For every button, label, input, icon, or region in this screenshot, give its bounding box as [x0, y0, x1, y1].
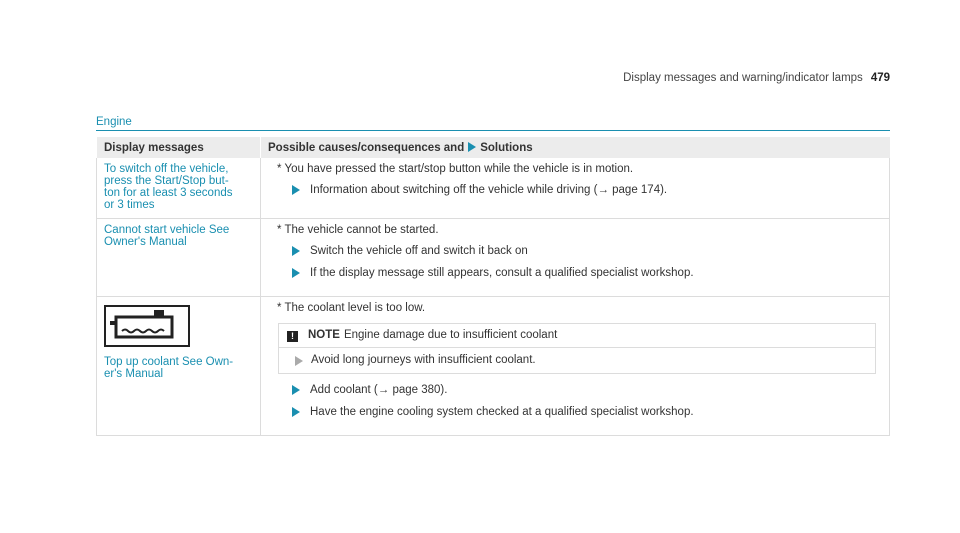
table-row [97, 158, 890, 219]
display-message-text [104, 356, 253, 380]
column-header-causes-text: Possible causes/consequences and [268, 141, 465, 154]
message-line: Top up coolant See Own- [104, 356, 234, 368]
running-header [623, 72, 890, 84]
note-title: NOTE [308, 329, 340, 341]
solution-cell [261, 158, 890, 219]
action-arrow-icon [292, 246, 300, 256]
note-box [278, 323, 876, 374]
action-text[interactable]: Information about switching off the vehicle while driving (→ page 174). [310, 184, 668, 196]
page-number: 479 [870, 72, 890, 84]
column-header-display-messages: Display messages [97, 137, 261, 158]
action-arrow-icon [292, 385, 300, 395]
column-header-causes-solutions [261, 137, 890, 158]
message-cell [97, 297, 261, 436]
action-text: If the display message still appears, consult a qualified specialist workshop. [310, 267, 694, 279]
column-header-solutions-text: Solutions [480, 141, 533, 154]
action-arrow-icon [292, 268, 300, 278]
coolant-level-icon [104, 305, 190, 347]
table-header-row [97, 137, 890, 158]
action-item [292, 184, 882, 197]
display-message-text [104, 224, 253, 248]
table-row [97, 297, 890, 436]
display-message-text [104, 163, 253, 211]
message-line: press the Start/Stop but- [104, 175, 229, 187]
cause-text: * The vehicle cannot be started. [277, 224, 439, 236]
solution-cell [261, 297, 890, 436]
note-action [279, 348, 875, 373]
action-text: Have the engine cooling system checked at a qualified specialist workshop. [310, 406, 694, 418]
message-line: To switch off the vehicle, [104, 163, 229, 175]
note-header [279, 324, 875, 348]
action-item [292, 384, 882, 397]
action-arrow-icon [292, 185, 300, 195]
action-item [292, 267, 882, 280]
section-rule [96, 130, 890, 131]
message-line: Cannot start vehicle See [104, 224, 230, 236]
cause-text: * The coolant level is too low. [277, 302, 426, 314]
solution-cell [261, 219, 890, 297]
action-text: Switch the vehicle off and switch it back on [310, 245, 528, 257]
table-row [97, 219, 890, 297]
message-line: ton for at least 3 seconds [104, 187, 233, 199]
message-cell [97, 158, 261, 219]
action-text[interactable]: Add coolant (→ page 380). [310, 384, 448, 396]
action-item [292, 245, 882, 258]
section-title: Engine [96, 116, 132, 128]
message-cell [97, 219, 261, 297]
action-arrow-icon [292, 407, 300, 417]
message-line: or 3 times [104, 199, 155, 211]
action-item [292, 406, 882, 419]
note-action-text: Avoid long journeys with insufficient coolant. [311, 354, 536, 366]
cause-text: * You have pressed the start/stop button while the vehicle is in motion. [277, 163, 634, 175]
message-line: er's Manual [104, 368, 164, 380]
action-arrow-icon [468, 142, 476, 152]
messages-table [96, 137, 890, 436]
running-header-title: Display messages and warning/indicator lamps [623, 72, 863, 84]
action-arrow-icon [295, 356, 303, 366]
note-text: Engine damage due to insufficient coolant [343, 329, 558, 341]
warning-icon: ! [287, 331, 298, 342]
message-line: Owner's Manual [104, 236, 187, 248]
